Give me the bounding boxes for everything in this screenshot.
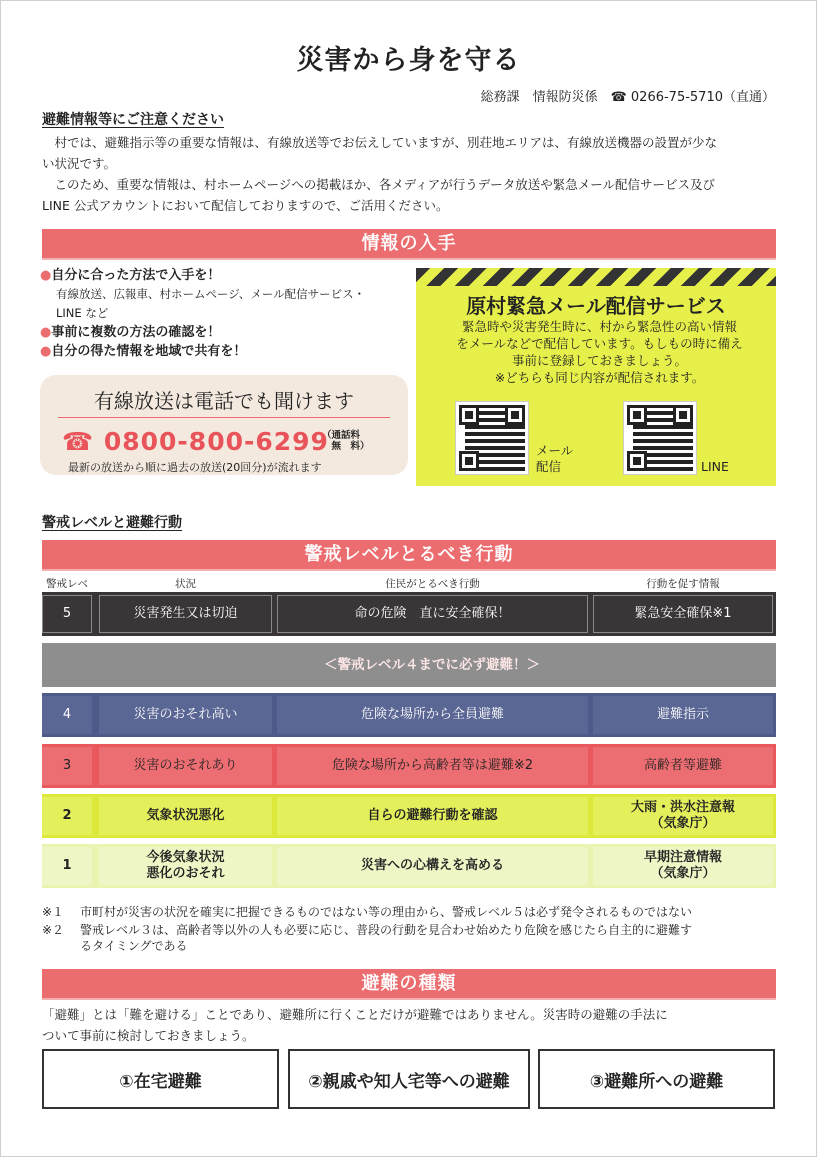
info-cell: 大雨・洪水注意報 （気象庁） xyxy=(593,797,773,835)
table-row-level-4: 4 災害のおそれ高い 危険な場所から全員避難 避難指示 xyxy=(42,693,776,737)
phone-box xyxy=(40,375,408,475)
phone-number-link[interactable]: ☎ 0800-800-6299 xyxy=(62,427,329,456)
divider xyxy=(58,417,390,418)
phone-note: 最新の放送から順に過去の放送(20回分)が流れます xyxy=(68,461,322,474)
phone-heading: 有線放送は電話でも聞けます xyxy=(94,389,354,413)
bullet-sub: 有線放送、広報車、村ホームページ、メール配信サービス・ xyxy=(56,287,366,301)
info-bullets xyxy=(40,266,410,361)
evac-text: 「避難」とは「難を避ける」ことであり、避難所に行くことだけが避難ではありません。災害時の避難の手法に ついて事前に検討しておきましょう。 xyxy=(42,1007,668,1043)
table-row-level-1: 1 今後気象状況 悪化のおそれ 災害への心構えを高める 早期注意情報 （気象庁） xyxy=(42,844,776,888)
mail-service-box xyxy=(416,268,776,486)
info-band: 情報の入手 xyxy=(42,229,776,258)
col-header-info: 行動を促す情報 xyxy=(646,578,720,590)
bullet-dot-icon: ● xyxy=(40,325,52,340)
bullet-item: ●事前に複数の方法の確認を！ xyxy=(40,325,221,340)
table-row-level-3: 3 災害のおそれあり 危険な場所から高齢者等は避難※2 高齢者等避難 xyxy=(42,744,776,788)
col-header-situation: 状況 xyxy=(175,578,196,590)
notice-line: このため、重要な情報は、村ホームページへの掲載ほか、各メディアが行うデータ放送や緊急メール配信サービス及び xyxy=(42,177,716,192)
bullet-sub: LINE など xyxy=(56,306,109,320)
notice-line: LINE 公式アカウントにおいて配信しておりますので、ご活用ください。 xyxy=(42,198,449,213)
evac-type-relatives: ②親戚や知人宅等への避難 xyxy=(288,1049,530,1109)
qr-code-line-icon[interactable] xyxy=(624,402,696,474)
info-cell: 早期注意情報 （気象庁） xyxy=(593,847,773,885)
table-row-level-5: 5 災害発生又は切迫 命の危険 直に安全確保！ 緊急安全確保※1 xyxy=(42,592,776,636)
footnote-2: ※２ 警戒レベル３は、高齢者等以外の人も必要に応じ、普段の行動を見合わせ始めたり危険を感じたら自主的に避難す るタイミングである xyxy=(42,923,693,953)
col-header-level: 警戒レベ xyxy=(46,578,88,590)
evacuate-banner xyxy=(42,643,776,687)
mail-service-text: 緊急時や災害発生時に、村から緊急性の高い情報 をメールなどで配信しています。もしもの時に備え 事前に登録しておきましょう。 ※どちらも同じ内容が配信されます。 xyxy=(456,319,743,385)
footnote-1: ※１ 市町村が災害の状況を確実に把握できるものではない等の理由から、警戒レベル５は必ず発令されるものではない xyxy=(42,905,693,919)
col-header-action: 住民がとるべき行動 xyxy=(385,578,480,590)
evacuate-banner-text: ＜警戒レベル４までに必ず避難！＞ xyxy=(324,657,540,673)
evac-type-shelter: ③避難所への避難 xyxy=(538,1049,775,1109)
mail-service-title: 原村緊急メール配信サービス xyxy=(466,294,726,318)
bullet-item: ●自分の得た情報を地域で共有を！ xyxy=(40,344,247,359)
notice-line: 村では、避難指示等の重要な情報は、有線放送等でお伝えしていますが、別荘地エリアは、有線放送機器の設置が少な xyxy=(42,135,718,150)
qr-code-mail-icon[interactable] xyxy=(456,402,528,474)
hazard-stripes xyxy=(416,268,776,286)
notice-paragraph xyxy=(42,132,777,216)
page-title: 災害から身を守る xyxy=(296,45,521,76)
qr-mail-label: メール 配信 xyxy=(536,443,574,474)
notice-heading: 避難情報等にご注意ください xyxy=(42,112,224,128)
bullet-item: ●自分に合った方法で入手を！ xyxy=(40,268,221,283)
alert-heading: 警戒レベルと避難行動 xyxy=(42,515,182,531)
situation-cell: 今後気象状況 悪化のおそれ xyxy=(99,847,272,885)
department-contact: 総務課 情報防災係 ☎ 0266-75-5710（直通） xyxy=(480,90,775,105)
alert-band: 警戒レベルとるべき行動 xyxy=(42,540,776,569)
free-call-note: （通話料 無 料） xyxy=(322,430,370,452)
notice-line: い状況です。 xyxy=(42,156,117,171)
qr-line-label: LINE xyxy=(701,459,729,474)
bullet-dot-icon: ● xyxy=(40,344,52,359)
evac-band: 避難の種類 xyxy=(42,969,776,998)
bullet-dot-icon: ● xyxy=(40,268,52,283)
table-row-level-2: 2 気象状況悪化 自らの避難行動を確認 大雨・洪水注意報 （気象庁） xyxy=(42,794,776,838)
evac-type-home: ①在宅避難 xyxy=(42,1049,279,1109)
